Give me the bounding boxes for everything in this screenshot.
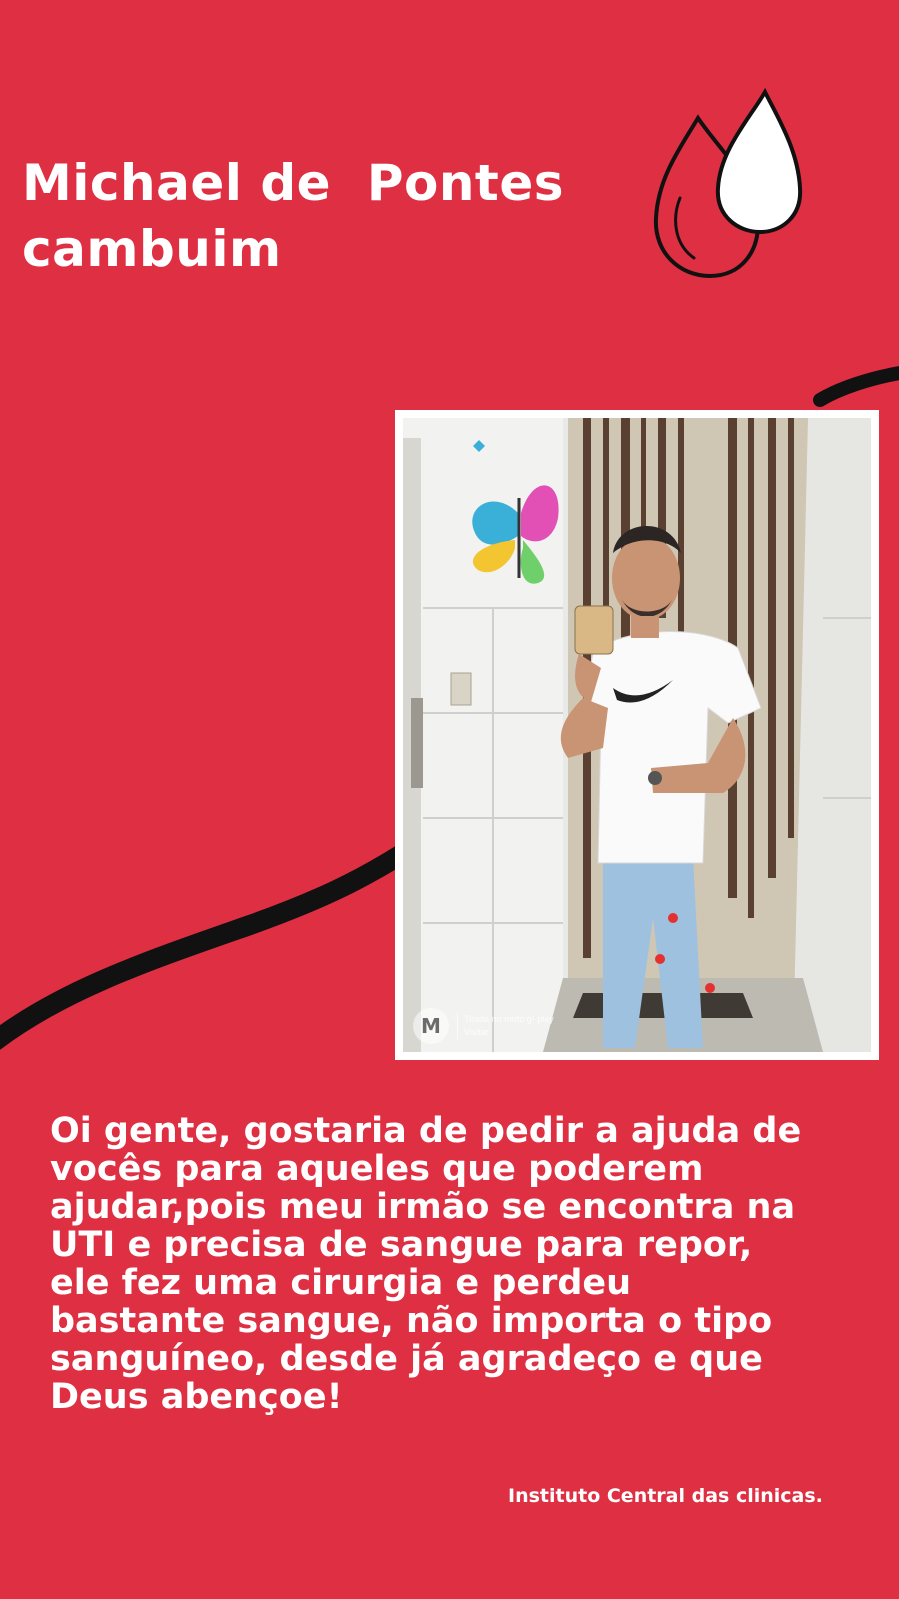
message-line: Deus abençoe! xyxy=(50,1377,343,1417)
motorola-logo-icon: M xyxy=(413,1008,449,1044)
footer-institution: Instituto Central das clinicas. xyxy=(508,1485,823,1507)
photo-illustration xyxy=(403,418,871,1052)
appeal-message xyxy=(50,1112,870,1416)
message-line: ele fez uma cirurgia e perdeu xyxy=(50,1263,632,1303)
photo-watermark xyxy=(413,1008,554,1044)
watermark-text xyxy=(457,1013,554,1039)
message-line: bastante sangue, não importa o tipo xyxy=(50,1301,773,1341)
watermark-line-1: Tirada no moto g¹ play xyxy=(464,1014,554,1024)
message-line: UTI e precisa de sangue para repor, xyxy=(50,1225,753,1265)
title-line-1: Michael de Pontes xyxy=(22,154,565,212)
page-title xyxy=(22,150,622,282)
message-line: sanguíneo, desde já agradeço e que xyxy=(50,1339,763,1379)
blood-drops-icon xyxy=(650,88,820,288)
message-line: vocês para aqueles que poderem xyxy=(50,1149,704,1189)
message-line: ajudar,pois meu irmão se encontra na xyxy=(50,1187,796,1227)
watermark-line-2: Visitar xyxy=(464,1027,489,1037)
message-line: Oi gente, gostaria de pedir a ajuda de xyxy=(50,1111,802,1151)
title-line-2: cambuim xyxy=(22,220,282,278)
photo-frame xyxy=(395,410,879,1060)
person-photo xyxy=(403,418,871,1052)
